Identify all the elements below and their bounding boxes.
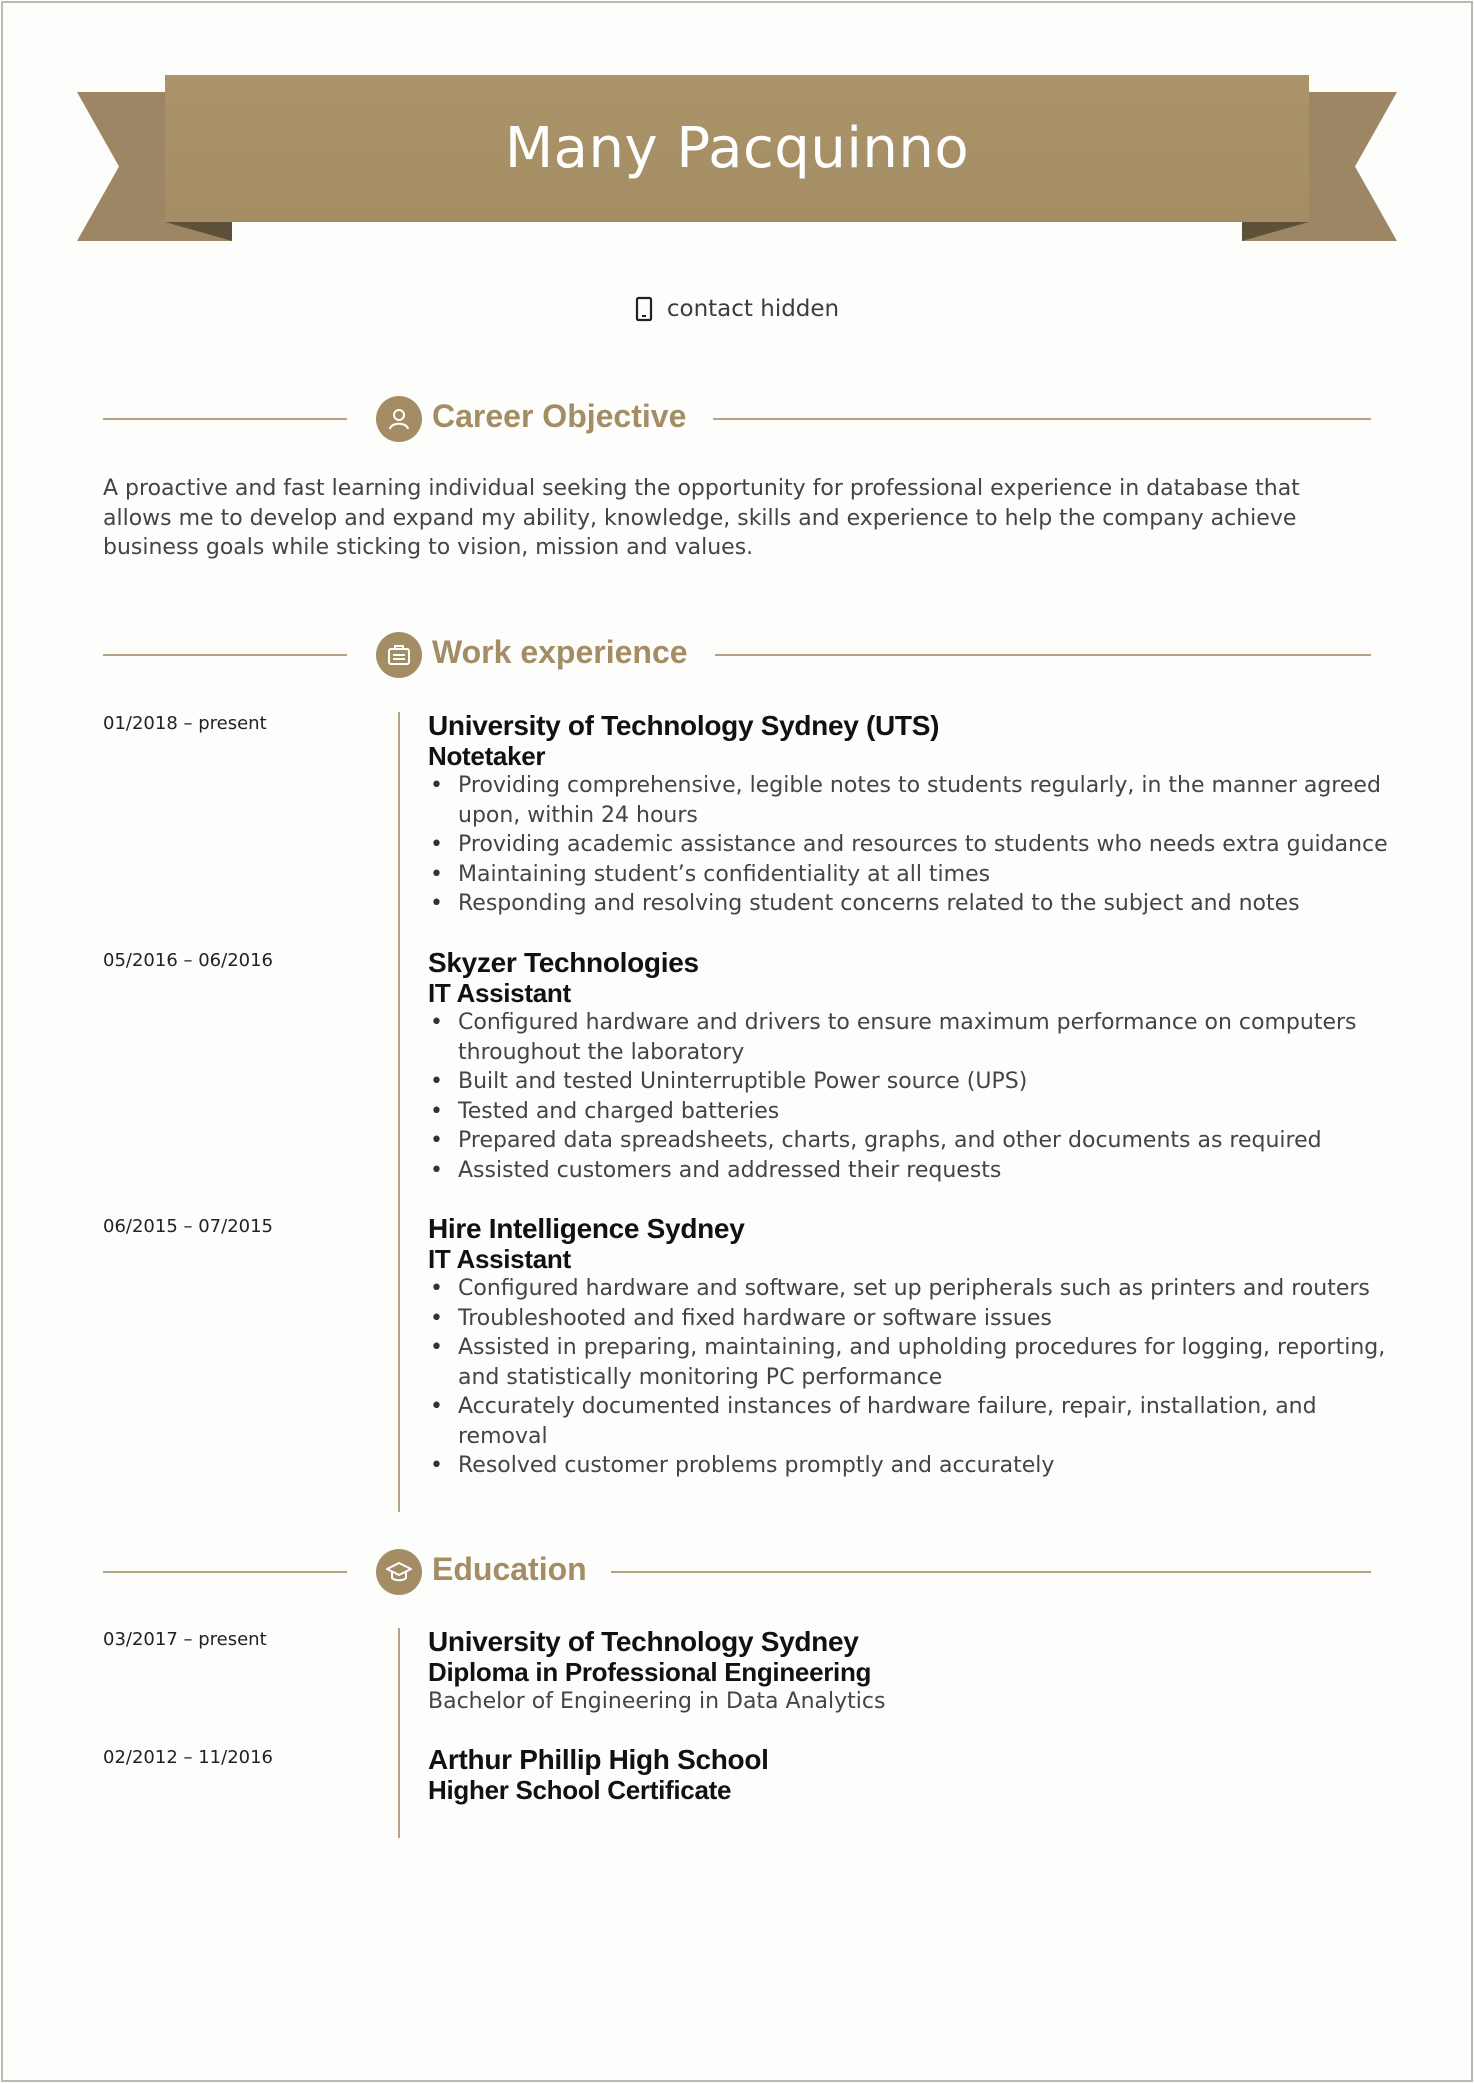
bullet-item: • Assisted in preparing, maintaining, and upholding procedures for logging, reporting, and statistically monitoring PC performance xyxy=(428,1333,1388,1392)
contact-text: contact hidden xyxy=(666,296,840,322)
entry-organization: Hire Intelligence Sydney xyxy=(428,1213,745,1244)
section-rule-left xyxy=(103,1571,347,1573)
person-icon xyxy=(376,396,422,442)
entry-institution: University of Technology Sydney xyxy=(428,1626,859,1657)
bullet-item: • Accurately documented instances of hardware failure, repair, installation, and removal xyxy=(428,1392,1388,1451)
entry-organization: Skyzer Technologies xyxy=(428,947,699,978)
entry-body xyxy=(428,948,1388,1185)
entry-date: 05/2016 – 06/2016 xyxy=(103,950,273,971)
candidate-name: Many Pacquinno xyxy=(504,116,970,181)
section-title: Education xyxy=(432,1551,587,1587)
section-header-work-experience xyxy=(103,630,1371,680)
section-header-education xyxy=(103,1547,1371,1597)
entry-date: 03/2017 – present xyxy=(103,1629,267,1650)
phone-icon xyxy=(635,296,653,322)
bullet-item: • Maintaining student’s confidentiality at all times xyxy=(428,860,1388,890)
entry-role: IT Assistant xyxy=(428,978,571,1008)
work-timeline-line xyxy=(398,712,400,1512)
bullet-item: • Configured hardware and drivers to ensure maximum performance on computers throughout the laboratory xyxy=(428,1008,1388,1067)
education-timeline-line xyxy=(398,1628,400,1838)
entry-body xyxy=(428,1214,1388,1481)
entry-qualification: Diploma in Professional Engineering xyxy=(428,1657,872,1687)
entry-body xyxy=(428,1745,1388,1805)
entry-date: 01/2018 – present xyxy=(103,713,267,734)
entry-body xyxy=(428,1627,1388,1717)
section-rule-right xyxy=(713,418,1371,420)
entry-date: 02/2012 – 11/2016 xyxy=(103,1747,273,1768)
section-rule-left xyxy=(103,654,347,656)
bullet-item: • Tested and charged batteries xyxy=(428,1097,1388,1127)
entry-date: 06/2015 – 07/2015 xyxy=(103,1216,273,1237)
bullet-item: • Assisted customers and addressed their requests xyxy=(428,1156,1388,1186)
entry-institution: Arthur Phillip High School xyxy=(428,1744,769,1775)
section-title: Work experience xyxy=(432,634,688,670)
bullet-item: • Resolved customer problems promptly and accurately xyxy=(428,1451,1388,1481)
bullet-item: • Built and tested Uninterruptible Power source (UPS) xyxy=(428,1067,1388,1097)
entry-qualification: Higher School Certificate xyxy=(428,1775,732,1805)
contact-line xyxy=(0,296,1474,322)
name-banner xyxy=(165,75,1309,222)
entry-bullets xyxy=(428,1274,1388,1481)
section-rule-left xyxy=(103,418,347,420)
entry-bullets xyxy=(428,1008,1388,1185)
bullet-item: • Providing comprehensive, legible notes to students regularly, in the manner agreed upon, within 24 hours xyxy=(428,771,1388,830)
entry-organization: University of Technology Sydney (UTS) xyxy=(428,710,940,741)
section-title: Career Objective xyxy=(432,398,687,434)
section-rule-right xyxy=(715,654,1371,656)
bullet-item: • Configured hardware and software, set up peripherals such as printers and routers xyxy=(428,1274,1388,1304)
entry-detail: Bachelor of Engineering in Data Analytics xyxy=(428,1689,886,1714)
section-header-career-objective xyxy=(103,394,1371,444)
bullet-item: • Responding and resolving student concerns related to the subject and notes xyxy=(428,889,1388,919)
graduation-cap-icon xyxy=(376,1549,422,1595)
entry-role: IT Assistant xyxy=(428,1244,571,1274)
career-objective-text: A proactive and fast learning individual seeking the opportunity for professional experience in database that allows me to develop and expand my ability, knowledge, skills and experience to help the company achieve business goals while sticking to vision, mission and values. xyxy=(103,476,1300,560)
bullet-item: • Prepared data spreadsheets, charts, graphs, and other documents as required xyxy=(428,1126,1388,1156)
entry-bullets xyxy=(428,771,1388,919)
bullet-item: • Providing academic assistance and resources to students who needs extra guidance xyxy=(428,830,1388,860)
entry-role: Notetaker xyxy=(428,741,546,771)
bullet-item: • Troubleshooted and fixed hardware or software issues xyxy=(428,1304,1388,1334)
briefcase-icon xyxy=(376,632,422,678)
entry-body xyxy=(428,711,1388,919)
section-rule-right xyxy=(611,1571,1371,1573)
